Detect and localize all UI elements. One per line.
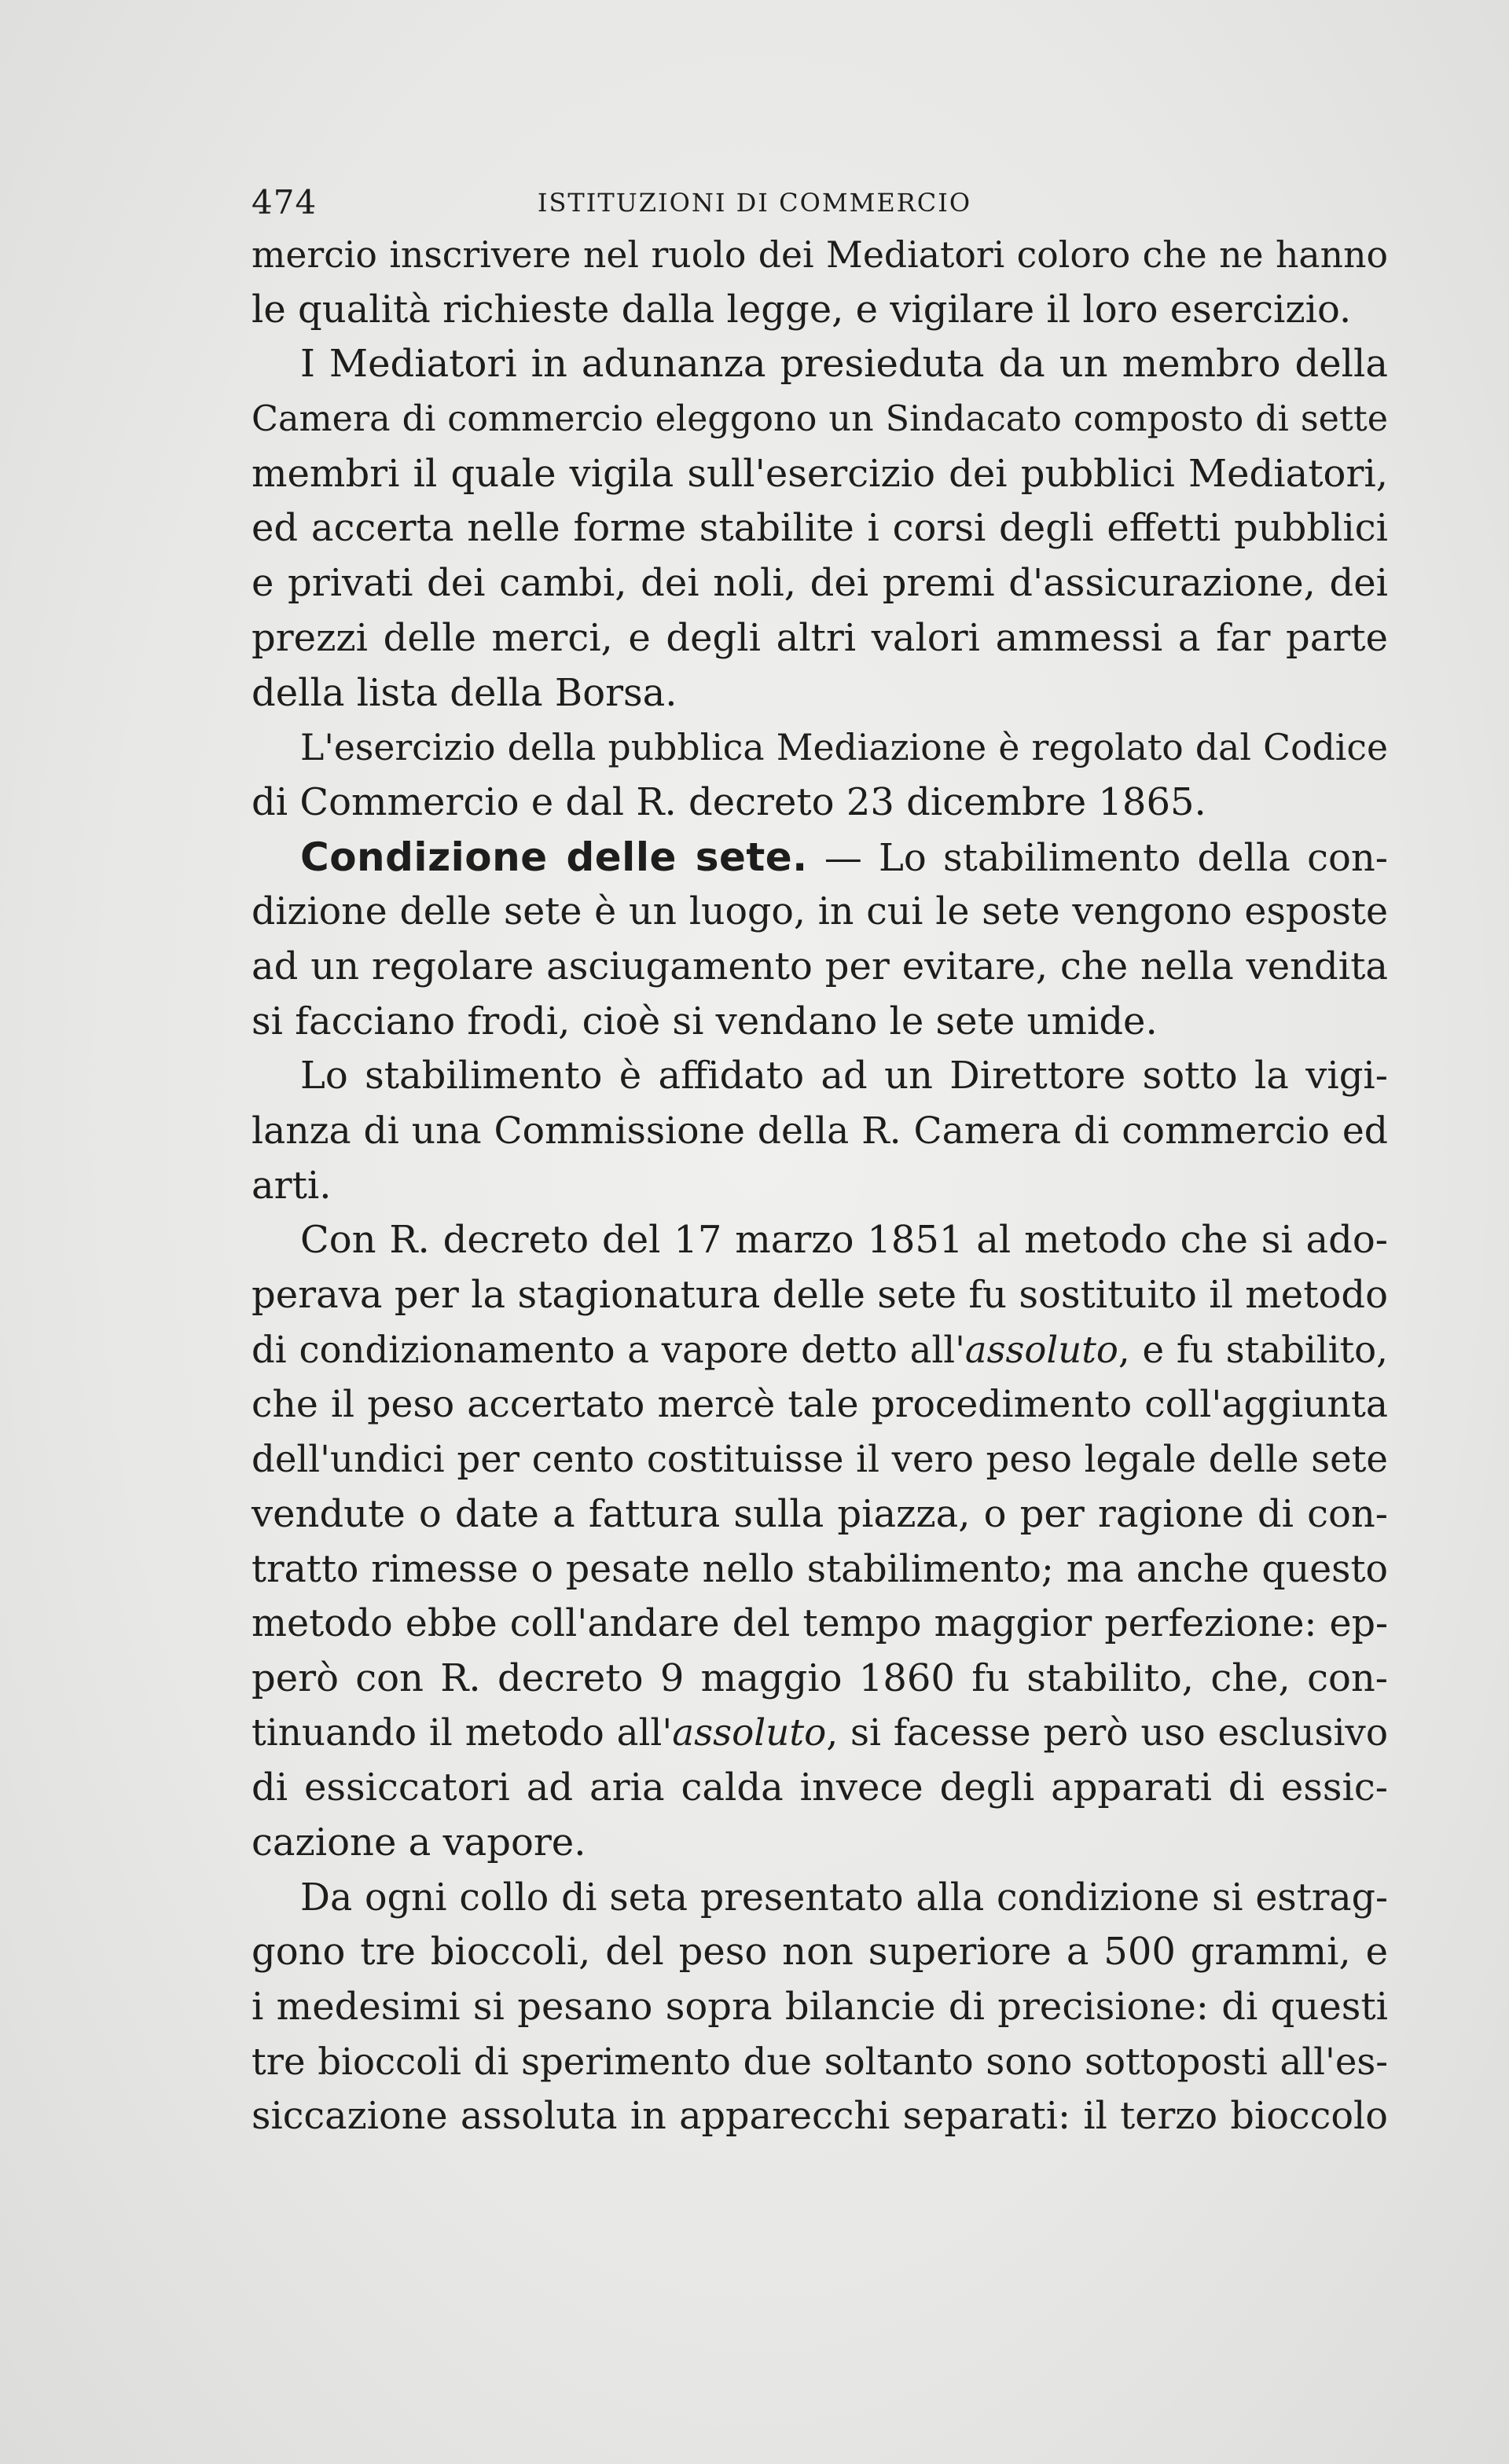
text-line: arti. [252,1163,332,1208]
text-line: mercio inscrivere nel ruolo dei Mediatori coloro che ne hanno [252,234,1388,276]
body-text [252,228,1388,2144]
italic-term: assoluto [672,1711,827,1754]
page-header [252,179,1383,226]
text-line: i medesimi si pesano sopra bilancie di precisione: di questi [252,1985,1388,2029]
text-line: della lista della Borsa. [252,670,677,715]
section-title: Condizione delle sete. [300,834,808,880]
text-line: I Mediatori in adunanza presieduta da un membro della [300,342,1388,387]
text-line: L'esercizio della pubblica Mediazione è regolato dal Codice [300,727,1388,769]
text-line: Lo stabilimento è affidato ad un Direttore sotto la vigi- [300,1054,1388,1098]
text-line: Camera di commercio eleggono un Sindacato composto di sette [252,399,1388,440]
text-line: Con R. decreto del 17 marzo 1851 al metodo che si ado- [300,1218,1388,1263]
text-line: si facciano frodi, cioè si vendano le sete umide. [252,999,1158,1043]
text-line: di Commercio e dal R. decreto 23 dicembre 1865. [252,779,1206,824]
text-line: metodo ebbe coll'andare del tempo maggior perfezione: ep- [252,1602,1388,1646]
text-line: cazione a vapore. [252,1820,586,1864]
page-number: 474 [252,183,318,222]
text-line: le qualità richieste dalla legge, e vigilare il loro esercizio. [252,287,1352,332]
text-line: però con R. decreto 9 maggio 1860 fu stabilito, che, con- [252,1656,1388,1700]
text-line: dizione delle sete è un luogo, in cui le sete vengono esposte [252,890,1388,934]
running-head: ISTITUZIONI DI COMMERCIO [537,188,972,218]
section-line: Condizione delle sete. — Lo stabilimento della con- [300,834,1388,880]
text-line: che il peso accertato mercè tale procedimento coll'aggiunta [252,1383,1388,1427]
text-line: Da ogni collo di seta presentato alla condizione si estrag- [300,1876,1388,1920]
text-line: di essiccatori ad aria calda invece degli apparati di essic- [252,1766,1388,1810]
text-line: ed accerta nelle forme stabilite i corsi degli effetti pubblici [252,506,1388,551]
text-line: tre bioccoli di sperimento due soltanto sono sottoposti all'es- [252,2040,1388,2083]
text-line: di condizionamento a vapore detto all'assoluto, e fu stabilito, [252,1328,1388,1371]
text-line: perava per la stagionatura delle sete fu sostituito il metodo [252,1273,1388,1318]
text-line: e privati dei cambi, dei noli, dei premi d'assicurazione, dei [252,561,1388,606]
text-line: siccazione assoluta in apparecchi separati: il terzo bioccolo [252,2095,1388,2139]
text-line: lanza di una Commissione della R. Camera di commercio ed [252,1109,1388,1153]
text-line: vendute o date a fattura sulla piazza, o per ragione di con- [252,1491,1388,1536]
italic-term: assoluto [964,1328,1118,1371]
text-line: tratto rimesse o pesate nello stabilimento; ma anche questo [252,1547,1388,1591]
text-line: dell'undici per cento costituisse il vero peso legale delle sete [252,1438,1388,1481]
text-line: tinuando il metodo all'assoluto, si facesse però uso esclusivo [252,1711,1388,1754]
text-line: membri il quale vigila sull'esercizio dei pubblici Mediatori, [252,451,1388,496]
text-line: gono tre bioccoli, del peso non superiore a 500 grammi, e [252,1930,1388,1974]
text-line: prezzi delle merci, e degli altri valori ammessi a far parte [252,615,1388,660]
text-line: ad un regolare asciugamento per evitare, che nella vendita [252,944,1388,988]
